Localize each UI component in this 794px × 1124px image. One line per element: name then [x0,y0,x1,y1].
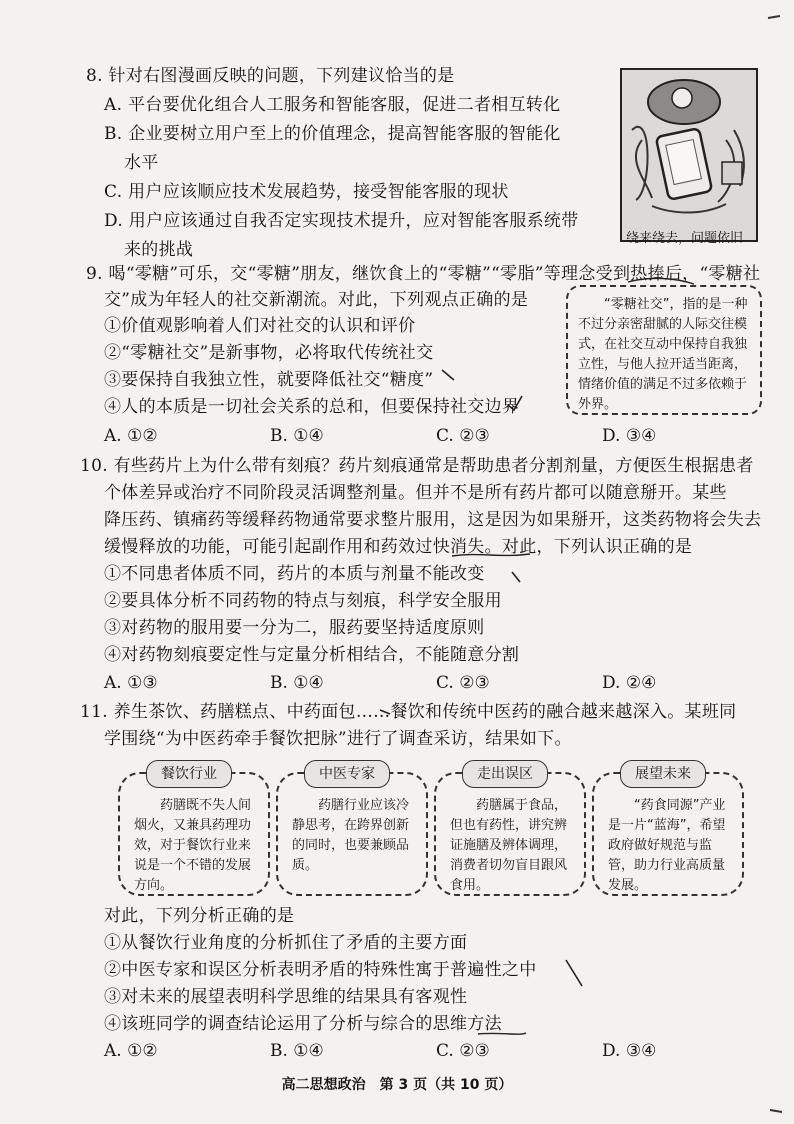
q11-option-d: D. ③④ [602,1041,657,1061]
q9-option-c: C. ②③ [436,426,490,446]
q11-item-4: ④该班同学的调查结论运用了分析与综合的思维方法 [104,1014,502,1034]
q8-option-b-cont: 水平 [124,153,159,173]
q10-item-2: ②要具体分析不同药物的特点与刻痕，科学安全服用 [104,591,502,611]
q10-item-4: ④对药物刻痕要定性与定量分析相结合，不能随意分割 [104,645,520,665]
card-tag-catering: 餐饮行业 [146,760,232,788]
card-tcm-expert: 药膳行业应该冷静思考，在跨界创新的同时，也要兼顾品质。 [276,772,428,896]
q11-item-1: ①从餐饮行业角度的分析抓住了矛盾的主要方面 [104,933,468,953]
card-tag-misconception: 走出误区 [462,760,548,788]
slash-mark-q11-2 [566,960,582,986]
q8-option-b: B. 企业要树立用户至上的价值理念，提高智能客服的智能化 [104,124,561,144]
q9-note-box: “零糖社交”，指的是一种不过分亲密甜腻的人际交往模式，在社交互动中保持自我独立性，与他人拉开适当距离，情绪价值的满足不过多依赖于外界。 [566,285,762,415]
q10-option-d: D. ②④ [602,673,657,693]
q10-stem-line3: 降压药、镇痛药等缓释药物通常要求整片服用，这是因为如果掰开，这类药物将会失去 [104,510,762,530]
q9-option-d: D. ③④ [602,426,657,446]
staple-mark-bottom [770,1110,782,1112]
q11-item-2: ②中医专家和误区分析表明矛盾的特殊性寓于普遍性之中 [104,960,537,980]
underline-q9 [628,278,694,284]
underline-q11-4 [478,1033,526,1034]
check-mark-q9-4 [508,396,522,410]
staple-mark-top [768,16,780,18]
q11-item-3: ③对未来的展望表明科学思维的结果具有客观性 [104,987,468,1007]
q9-option-a: A. ①② [104,426,158,446]
card-misconception: 药膳属于食品，但也有药性，讲究辨证施膳及辨体调理，消费者切勿盲目跟风食用。 [434,772,586,896]
q10-item-3: ③对药物的服用要一分为二，服药要坚持适度原则 [104,618,485,638]
q8-option-d: D. 用户应该通过自我否定实现技术提升，应对智能客服系统带 [104,211,579,231]
q9-item-4: ④人的本质是一切社会关系的总和，但要保持社交边界 [104,397,520,417]
q11-stem-line2: 学围绕“为中医药牵手餐饮把脉”进行了调查采访，结果如下。 [104,729,572,749]
card-tag-tcm-expert: 中医专家 [304,760,390,788]
q10-option-c: C. ②③ [436,673,490,693]
q9-item-3: ③要保持自我独立性，就要降低社交“糖度” [104,370,434,390]
card-tag-outlook: 展望未来 [620,760,706,788]
q8-stem: 8. 针对右图漫画反映的问题，下列建议恰当的是 [86,66,455,86]
q9-stem-line2: 交”成为年轻人的社交新潮流。对此，下列观点正确的是 [104,290,529,310]
cartoon-caption: 绕来绕去，问题依旧 [626,231,744,246]
q8-option-d-cont: 来的挑战 [124,240,194,260]
card-outlook: “药食同源”产业是一片“蓝海”，希望政府做好规范与监管，助力行业高质量发展。 [592,772,744,896]
underline-q10 [452,554,530,556]
q10-option-a: A. ①③ [104,673,158,693]
q9-option-b: B. ①④ [270,426,324,446]
q9-item-2: ②“零糖社交”是新事物，必将取代传统社交 [104,343,434,363]
q11-option-c: C. ②③ [436,1041,490,1061]
q11-option-b: B. ①④ [270,1041,324,1061]
q10-stem-line4: 缓慢释放的功能，可能引起副作用和药效过快消失。对此，下列认识正确的是 [104,537,693,557]
q10-stem-line2: 个体差异或治疗不同阶段灵活调整剂量。但并不是所有药片都可以随意掰开。某些 [104,483,727,503]
q9-item-1: ①价值观影响着人们对社交的认识和评价 [104,316,416,336]
q11-option-a: A. ①② [104,1041,158,1061]
q10-item-1: ①不同患者体质不同，药片的本质与剂量不能改变 [104,564,485,584]
q8-option-a: A. 平台要优化组合人工服务和智能客服，促进二者相互转化 [104,95,561,115]
card-catering: 药膳既不失人间烟火，又兼具药理功效，对于餐饮行业来说是一个不错的发展方向。 [118,772,270,896]
q10-option-b: B. ①④ [270,673,324,693]
q9-stem-line1: 9. 喝“零糖”可乐，交“零糖”朋友，继饮食上的“零糖”“零脂”等理念受到热捧后，“零糖社 [86,264,761,284]
q8-option-c: C. 用户应该顺应技术发展趋势，接受智能客服的现状 [104,182,509,202]
q11-prompt: 对此，下列分析正确的是 [104,906,295,926]
page-footer: 高二思想政治 第 3 页（共 10 页） [281,1077,513,1093]
q11-stem-line1: 11. 养生茶饮、药膳糕点、中药面包……餐饮和传统中医药的融合越来越深入。某班同 [80,702,737,722]
check-mark-q9-2 [442,370,454,380]
tick-q11-stem [380,710,390,714]
check-mark-q10-1 [512,572,520,582]
q10-stem-line1: 10. 有些药片上为什么带有刻痕？药片刻痕通常是帮助患者分割剂量，方便医生根据患者 [80,456,754,476]
